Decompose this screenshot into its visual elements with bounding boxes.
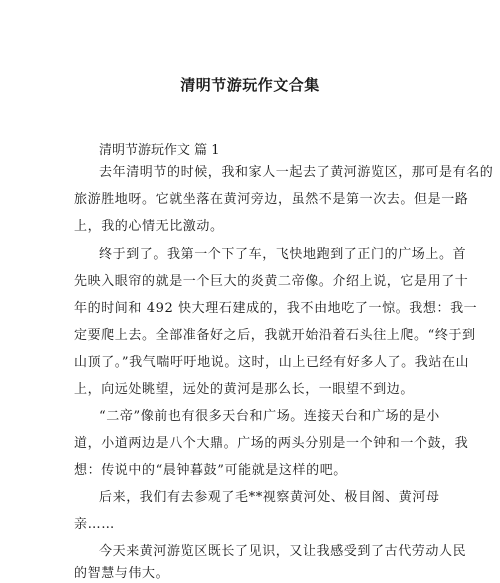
paragraph-line: 上，我的心情无比激动。 — [74, 219, 224, 234]
paragraph-line: 终于到了。我第一个下了车，飞快地跑到了正门的广场上。首 — [99, 247, 467, 262]
paragraph-line: 先映入眼帘的就是一个巨大的炎黄二帝像。介绍上说，它是用了十 — [74, 274, 469, 289]
paragraph-line: 去年清明节的时候，我和家人一起去了黄河游览区，那可是有名的 — [99, 165, 494, 180]
paragraph-line: 上，向远处眺望，远处的黄河是那么长，一眼望不到边。 — [74, 382, 415, 397]
paragraph-line: 的智慧与伟大。 — [74, 566, 170, 581]
paragraph-line: 道，小道两边是八个大鼎。广场的两头分别是一个钟和一个鼓，我 — [74, 436, 469, 451]
paragraph-line: 旅游胜地呀。它就坐落在黄河旁边，虽然不是第一次去。但是一路 — [74, 192, 469, 207]
paragraph-line: 今天来黄河游览区既长了见识，又让我感受到了古代劳动人民 — [99, 544, 467, 559]
section-heading: 清明节游玩作文 篇 1 — [99, 143, 220, 158]
paragraph-line: 年的时间和 492 快大理石建成的，我不由地吃了一惊。我想：我一 — [74, 301, 478, 316]
paragraph-line: 想：传说中的“晨钟暮鼓”可能就是这样的吧。 — [74, 463, 347, 478]
paragraph-line: 后来，我们有去参观了毛**视察黄河处、极目阁、黄河母 — [99, 490, 440, 505]
paragraph-line: 山顶了。”我气喘吁吁地说。这时，山上已经有好多人了。我站在山 — [74, 355, 470, 370]
paragraph-line: “二帝”像前也有很多天台和广场。连接天台和广场的是小 — [99, 409, 440, 424]
paragraph-line: 亲…… — [74, 517, 115, 532]
paragraph-line: 定要爬上去。全部准备好之后，我就开始沿着石头往上爬。“终于到 — [74, 328, 476, 343]
document-title: 清明节游玩作文合集 — [180, 76, 320, 94]
